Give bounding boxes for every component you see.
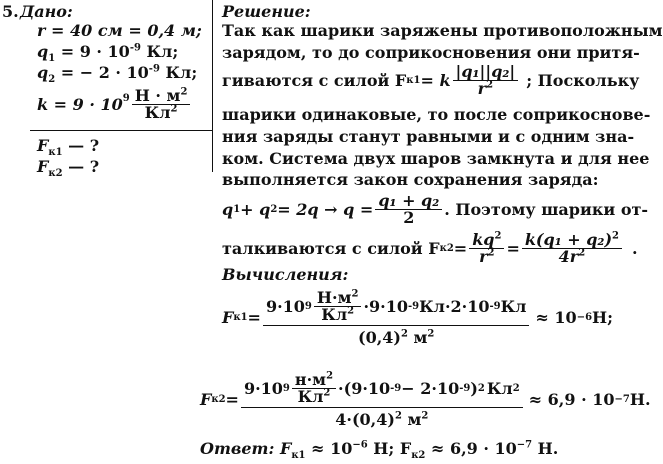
calc-f2: F к2 = 9·10 9 $\frac{н\cdot м^2}{Кл^2}$ ·(9·10 -9 − 2·10 -9 ) 2 Кл 2 $4\cdot(0,4)^2$ $м^2$ ≈ 6,9 · 10 −7 Н.	[200, 370, 651, 429]
given-label: Дано:	[20, 2, 73, 21]
solution-line-4: шарики одинаковые, то после соприкоснове-	[222, 105, 651, 124]
given-separator	[30, 130, 212, 131]
given-q2: $q_2$ = − $2 \cdot 10^{-9}$ Кл;	[37, 63, 198, 86]
solution-line-6: ком. Система двух шаров замкнута и для нее	[222, 149, 650, 168]
solution-line-3: гиваются с силой F к1 = k $\frac{\text{|q₁||q₂|}}{r^2}$ ; Поскольку	[222, 62, 640, 98]
given-q1: $q_1 = 9 \cdot 10^{-9}$ Кл;	[37, 42, 179, 65]
given-k: k = 9 · 10 $^9$ $\frac{Н \cdot м^2}{Кл^2}$	[37, 88, 192, 121]
solution-line-9: талкиваются с силой F к2 = $\frac{kq^2}{r^2}$ = $\frac{k(q_1 + q_2)^2}{4r^2}$ .	[222, 230, 638, 266]
solution-line-2: зарядом, то до соприкосновения они притя-	[222, 43, 640, 62]
given-divider	[212, 0, 213, 172]
solution-line-8: q 1 + q 2 = 2q → q = $\frac{\text{q₁ + q₂}}{2}$ . Поэтому шарики от-	[222, 191, 649, 227]
solution-line-5: ния заряды станут равными и с одним зна-	[222, 127, 635, 146]
calc-label: Вычисления:	[222, 265, 349, 284]
find-f1: $F_{к1}$ — ?	[37, 136, 100, 159]
answer-line: Ответ: $F_{к1} \approx 10^{-6}$ Н; $F_{к2} \approx 6,9 \cdot 10^{-7}$ Н.	[200, 439, 559, 462]
given-r: r = 40 см = 0,4 м;	[37, 21, 202, 40]
calc-f1: F к1 = 9·10 9 $\frac{Н\cdot м^2}{Кл^2}$ ·9·10 -9 Кл·2·10 -9 Кл $(0,4)^2$ $м^2$ ≈ 10 −6 Н;	[222, 288, 614, 347]
solution-label: Решение:	[222, 2, 311, 21]
solution-line-1: Так как шарики заряжены противоположным	[222, 21, 663, 40]
problem-number: 5.	[2, 2, 19, 21]
find-f2: $F_{к2}$ — ?	[37, 157, 100, 180]
solution-line-7: выполняется закон сохранения заряда:	[222, 170, 599, 189]
